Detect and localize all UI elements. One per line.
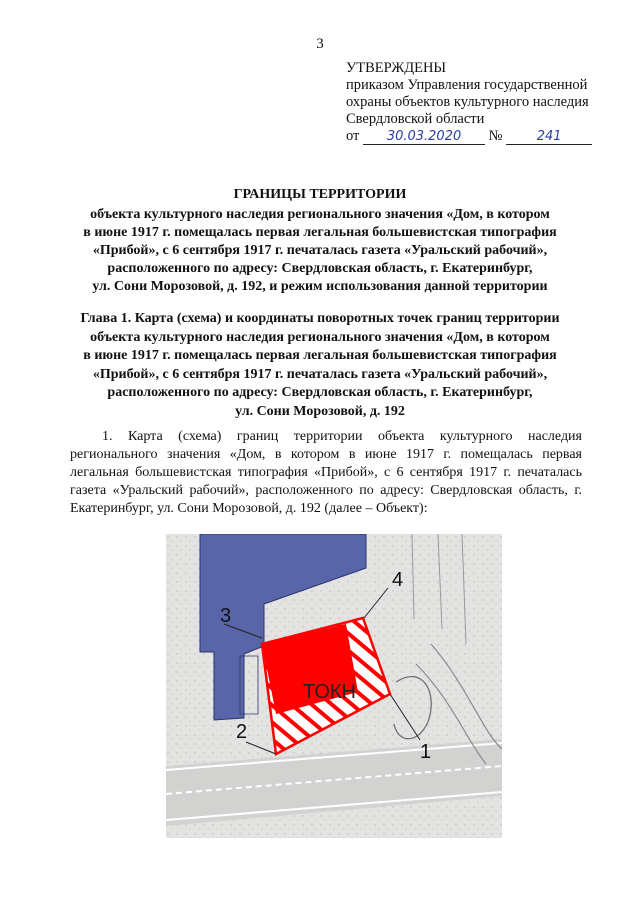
- from-label: от: [346, 128, 360, 144]
- chapter-line: расположенного по адресу: Свердловская область, г. Екатеринбург,: [107, 385, 533, 400]
- chapter-line: Глава 1. Карта (схема) и координаты поворотных точек границ территории: [80, 311, 560, 326]
- document-title: [60, 186, 580, 296]
- map-svg: [166, 534, 502, 838]
- point-label-2: 2: [236, 721, 248, 743]
- approval-line: Свердловской области: [346, 111, 485, 127]
- page-number: 3: [316, 36, 324, 52]
- title-line: в июне 1917 г. помещалась первая легальная большевистская типография: [83, 225, 557, 240]
- boundary-map: [166, 534, 502, 838]
- approval-number: 241: [506, 130, 592, 145]
- title-line: расположенного по адресу: Свердловская область, г. Екатеринбург,: [107, 261, 533, 276]
- title-line: «Прибой», с 6 сентября 1917 г. печаталась газета «Уральский рабочий»,: [92, 243, 548, 258]
- title-line: ул. Сони Морозовой, д. 192, и режим использования данной территории: [92, 279, 548, 294]
- approval-block: [346, 60, 592, 145]
- title-line: ГРАНИЦЫ ТЕРРИТОРИИ: [233, 187, 407, 202]
- chapter-line: объекта культурного наследия регионального значения «Дом, в котором: [90, 329, 550, 345]
- approval-line: приказом Управления государственной: [346, 77, 588, 93]
- approval-line: охраны объектов культурного наследия: [346, 94, 589, 110]
- approval-date-line: [346, 128, 592, 145]
- approved-heading: УТВЕРЖДЕНЫ: [346, 60, 447, 76]
- chapter-line: «Прибой», с 6 сентября 1917 г. печаталась газета «Уральский рабочий»,: [92, 366, 548, 382]
- point-label-3: 3: [220, 605, 232, 627]
- number-label: №: [488, 128, 503, 144]
- chapter-heading: [60, 310, 580, 421]
- approval-date: 30.03.2020: [363, 130, 485, 145]
- point-label-1: 1: [420, 741, 432, 763]
- object-label: ТОКН: [303, 681, 356, 703]
- point-label-4: 4: [392, 569, 404, 591]
- title-line: объекта культурного наследия регионального значения «Дом, в котором: [90, 207, 550, 222]
- chapter-line: ул. Сони Морозовой, д. 192: [235, 403, 405, 419]
- chapter-line: в июне 1917 г. помещалась первая легальная большевистская типография: [83, 348, 557, 363]
- body-paragraph: 1. Карта (схема) границ территории объекта культурного наследия регионального значения «Дом, в котором в июне 1917 г. помещалась первая легальная большевистская типография «Прибой», с 6 сентября 1917 г. печаталась газета «Уральский рабочий», расположенного по адресу: Свердловская область, г. Екатеринбург, ул. Сони Морозовой, д. 192 (далее – Объект):: [70, 429, 582, 516]
